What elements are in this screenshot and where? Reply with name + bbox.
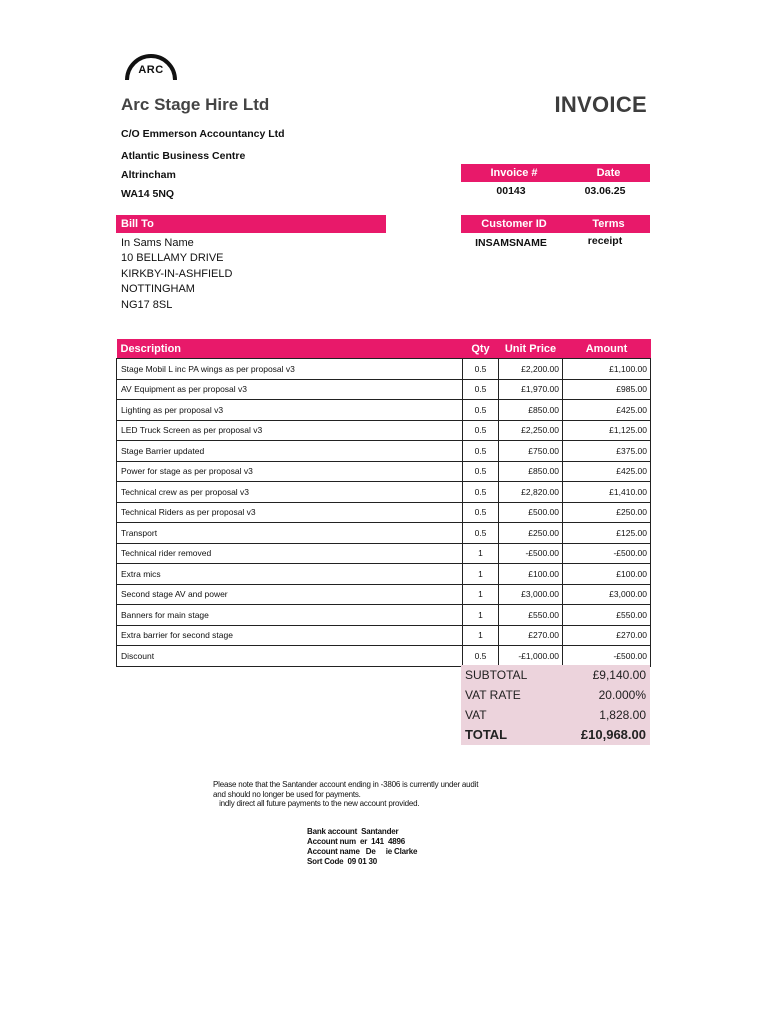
vat-value: 1,828.00 <box>599 708 646 722</box>
item-unit-price: £750.00 <box>499 441 563 462</box>
item-amount: £100.00 <box>563 564 651 585</box>
item-amount: £1,100.00 <box>563 359 651 380</box>
qty-header: Qty <box>463 339 499 359</box>
item-unit-price: £550.00 <box>499 605 563 626</box>
terms-value: receipt <box>587 235 623 247</box>
item-description: Extra barrier for second stage <box>117 625 463 646</box>
item-qty: 0.5 <box>463 400 499 421</box>
item-description: LED Truck Screen as per proposal v3 <box>117 420 463 441</box>
unit-price-header: Unit Price <box>499 339 563 359</box>
item-unit-price: £250.00 <box>499 523 563 544</box>
item-description: Technical Riders as per proposal v3 <box>117 502 463 523</box>
table-row <box>117 359 651 380</box>
item-qty: 1 <box>463 564 499 585</box>
bill-to-line: KIRKBY-IN-ASHFIELD <box>121 268 233 280</box>
item-qty: 0.5 <box>463 482 499 503</box>
bank-detail-line: Sort Code 09 01 30 <box>307 857 378 866</box>
company-name: Arc Stage Hire Ltd <box>121 95 270 114</box>
description-header: Description <box>117 339 463 359</box>
item-qty: 1 <box>463 543 499 564</box>
item-unit-price: £850.00 <box>499 461 563 482</box>
vat-row <box>461 705 650 725</box>
item-description: Banners for main stage <box>117 605 463 626</box>
table-row <box>117 379 651 400</box>
company-address-line: WA14 5NQ <box>121 188 175 200</box>
item-qty: 0.5 <box>463 379 499 400</box>
total-value: £10,968.00 <box>580 727 646 742</box>
bill-to-line: NG17 8SL <box>121 299 173 311</box>
item-description: Technical crew as per proposal v3 <box>117 482 463 503</box>
notice-line: Please note that the Santander account ending in -3806 is currently under audit <box>213 780 479 789</box>
item-amount: £550.00 <box>563 605 651 626</box>
terms-header: Terms <box>567 215 650 233</box>
item-qty: 1 <box>463 625 499 646</box>
item-qty: 0.5 <box>463 441 499 462</box>
item-qty: 0.5 <box>463 646 499 667</box>
amount-header: Amount <box>563 339 651 359</box>
item-unit-price: -£1,000.00 <box>499 646 563 667</box>
item-qty: 0.5 <box>463 461 499 482</box>
table-row <box>117 543 651 564</box>
bank-detail-line: Account name De ie Clarke <box>307 847 418 856</box>
total-label: TOTAL <box>465 727 508 742</box>
item-amount: £125.00 <box>563 523 651 544</box>
item-qty: 1 <box>463 605 499 626</box>
line-items-table <box>116 339 651 667</box>
item-amount: £1,125.00 <box>563 420 651 441</box>
table-row <box>117 461 651 482</box>
bank-detail-line: Bank account Santander <box>307 827 399 836</box>
item-amount: £375.00 <box>563 441 651 462</box>
customer-id: INSAMSNAME <box>475 237 547 249</box>
bill-to-line: 10 BELLAMY DRIVE <box>121 252 224 264</box>
item-unit-price: £500.00 <box>499 502 563 523</box>
item-description: Lighting as per proposal v3 <box>117 400 463 421</box>
company-address-line: C/O Emmerson Accountancy Ltd <box>121 128 285 140</box>
item-amount: £425.00 <box>563 461 651 482</box>
item-unit-price: £2,820.00 <box>499 482 563 503</box>
table-row <box>117 420 651 441</box>
table-row <box>117 584 651 605</box>
item-description: Transport <box>117 523 463 544</box>
table-row <box>117 646 651 667</box>
item-description: Stage Mobil L inc PA wings as per proposal v3 <box>117 359 463 380</box>
item-amount: £250.00 <box>563 502 651 523</box>
table-row <box>117 502 651 523</box>
bill-to-header: Bill To <box>116 215 386 233</box>
subtotal-value: £9,140.00 <box>592 668 646 682</box>
customer-id-header: Customer ID <box>461 215 567 233</box>
invoice-number: 00143 <box>496 185 526 197</box>
table-row <box>117 605 651 626</box>
table-row <box>117 564 651 585</box>
item-qty: 1 <box>463 584 499 605</box>
item-amount: £425.00 <box>563 400 651 421</box>
item-description: Discount <box>117 646 463 667</box>
item-amount: -£500.00 <box>563 646 651 667</box>
subtotal-row <box>461 665 650 685</box>
bank-detail-line: Account num er 141 4896 <box>307 837 405 846</box>
vat-label: VAT <box>465 708 487 722</box>
item-unit-price: -£500.00 <box>499 543 563 564</box>
item-unit-price: £2,200.00 <box>499 359 563 380</box>
subtotal-label: SUBTOTAL <box>465 668 528 682</box>
table-row <box>117 523 651 544</box>
bill-to-line: NOTTINGHAM <box>121 283 195 295</box>
total-row <box>461 725 650 745</box>
item-description: AV Equipment as per proposal v3 <box>117 379 463 400</box>
vat-rate-label: VAT RATE <box>465 688 521 702</box>
notice-line: indly direct all future payments to the new account provided. <box>213 799 420 808</box>
vat-rate-row <box>461 685 650 705</box>
item-amount: -£500.00 <box>563 543 651 564</box>
item-amount: £270.00 <box>563 625 651 646</box>
bill-to-line: In Sams Name <box>121 237 194 249</box>
invoice-title: INVOICE <box>554 92 647 117</box>
table-row <box>117 441 651 462</box>
item-description: Stage Barrier updated <box>117 441 463 462</box>
item-amount: £1,410.00 <box>563 482 651 503</box>
item-qty: 0.5 <box>463 359 499 380</box>
item-unit-price: £1,970.00 <box>499 379 563 400</box>
item-description: Second stage AV and power <box>117 584 463 605</box>
totals-panel <box>461 665 650 745</box>
item-unit-price: £850.00 <box>499 400 563 421</box>
notice-line: and should no longer be used for payments. <box>213 790 361 799</box>
item-qty: 0.5 <box>463 502 499 523</box>
item-amount: £985.00 <box>563 379 651 400</box>
invoice-number-header: Invoice # <box>461 164 567 182</box>
item-unit-price: £100.00 <box>499 564 563 585</box>
item-unit-price: £270.00 <box>499 625 563 646</box>
item-unit-price: £2,250.00 <box>499 420 563 441</box>
company-address-line: Atlantic Business Centre <box>121 150 246 162</box>
item-unit-price: £3,000.00 <box>499 584 563 605</box>
item-amount: £3,000.00 <box>563 584 651 605</box>
vat-rate-value: 20.000% <box>598 688 646 702</box>
item-qty: 0.5 <box>463 420 499 441</box>
item-description: Extra mics <box>117 564 463 585</box>
invoice-date: 03.06.25 <box>584 185 626 197</box>
table-row <box>117 400 651 421</box>
table-row <box>117 625 651 646</box>
item-description: Power for stage as per proposal v3 <box>117 461 463 482</box>
item-description: Technical rider removed <box>117 543 463 564</box>
table-header-row <box>117 339 651 359</box>
logo-text: ARC <box>138 64 164 76</box>
table-row <box>117 482 651 503</box>
company-address-line: Altrincham <box>121 169 176 181</box>
date-header: Date <box>567 164 650 182</box>
item-qty: 0.5 <box>463 523 499 544</box>
